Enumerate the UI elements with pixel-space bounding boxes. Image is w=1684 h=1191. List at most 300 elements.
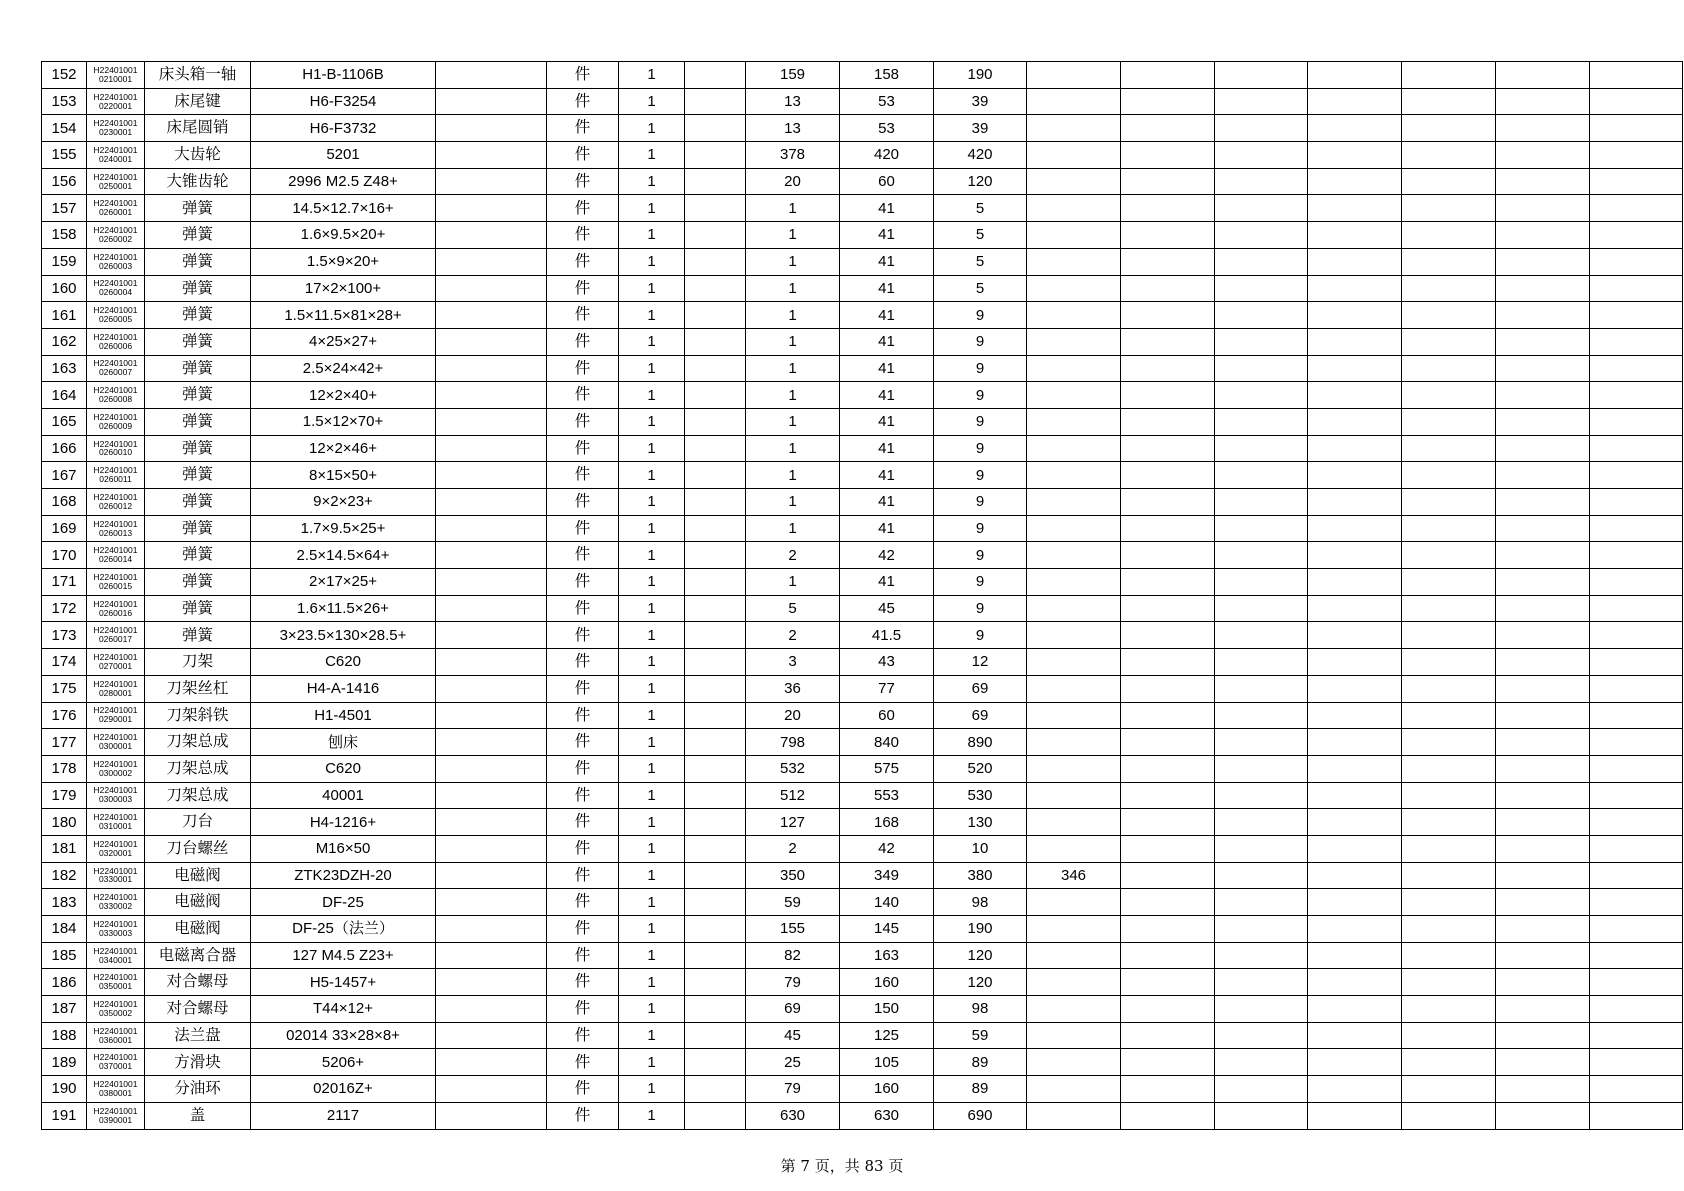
row-number-cell: 153 [42, 88, 87, 115]
item-spec-cell: 3×23.5×130×28.5+ [251, 622, 436, 649]
row-number-cell: 188 [42, 1022, 87, 1049]
empty-cell [436, 595, 547, 622]
table-row [42, 275, 1683, 302]
price-4-cell [1027, 302, 1121, 329]
empty-cell [1308, 942, 1402, 969]
item-name-cell: 刀架总成 [145, 782, 251, 809]
empty-cell [1121, 168, 1215, 195]
price-1-cell: 127 [746, 809, 840, 836]
price-3-cell: 5 [934, 248, 1027, 275]
item-code-cell [87, 1022, 145, 1049]
item-code-cell [87, 1049, 145, 1076]
table-row [42, 142, 1683, 169]
empty-cell [1402, 862, 1496, 889]
empty-cell [1590, 702, 1683, 729]
empty-cell [685, 595, 746, 622]
table-row [42, 515, 1683, 542]
item-name-cell: 床头箱一轴 [145, 62, 251, 89]
item-code-line: 0330003 [98, 927, 133, 938]
empty-cell [685, 275, 746, 302]
unit-cell: 件 [547, 515, 619, 542]
price-2-cell: 41 [840, 462, 934, 489]
empty-cell [1496, 889, 1590, 916]
empty-cell [1590, 755, 1683, 782]
item-name-cell: 弹簧 [145, 408, 251, 435]
row-number-cell: 176 [42, 702, 87, 729]
item-code-line: H22401001 [93, 918, 138, 929]
item-code-line: 0210001 [98, 73, 133, 84]
empty-cell [1215, 88, 1308, 115]
empty-cell [1402, 809, 1496, 836]
price-4-cell [1027, 569, 1121, 596]
row-number-cell: 166 [42, 435, 87, 462]
item-code-line: H22401001 [93, 598, 138, 609]
item-spec-cell: 5206+ [251, 1049, 436, 1076]
item-code-line: 0320001 [98, 847, 133, 858]
price-2-cell: 140 [840, 889, 934, 916]
price-2-cell: 41.5 [840, 622, 934, 649]
unit-cell: 件 [547, 1022, 619, 1049]
unit-cell: 件 [547, 222, 619, 249]
item-code-line: H22401001 [93, 385, 138, 396]
row-number-cell: 161 [42, 302, 87, 329]
empty-cell [1402, 729, 1496, 756]
price-1-cell: 1 [746, 355, 840, 382]
table-row [42, 942, 1683, 969]
empty-cell [1215, 782, 1308, 809]
item-code-line: 0310001 [98, 821, 133, 832]
empty-cell [1590, 595, 1683, 622]
item-name-cell: 弹簧 [145, 382, 251, 409]
empty-cell [436, 942, 547, 969]
empty-cell [1496, 142, 1590, 169]
price-3-cell: 69 [934, 702, 1027, 729]
quantity-cell: 1 [619, 435, 685, 462]
empty-cell [1121, 1102, 1215, 1129]
empty-cell [1590, 1049, 1683, 1076]
unit-cell: 件 [547, 782, 619, 809]
price-3-cell: 9 [934, 489, 1027, 516]
price-4-cell [1027, 622, 1121, 649]
price-4-cell [1027, 1102, 1121, 1129]
empty-cell [1121, 729, 1215, 756]
unit-cell: 件 [547, 542, 619, 569]
unit-cell: 件 [547, 702, 619, 729]
item-code-cell [87, 462, 145, 489]
price-1-cell: 1 [746, 222, 840, 249]
price-4-cell [1027, 222, 1121, 249]
row-number-cell: 177 [42, 729, 87, 756]
empty-cell [1308, 275, 1402, 302]
item-code-line: H22401001 [93, 625, 138, 636]
item-code-line: H22401001 [93, 358, 138, 369]
price-4-cell [1027, 969, 1121, 996]
empty-cell [1215, 969, 1308, 996]
row-number-cell: 185 [42, 942, 87, 969]
empty-cell [1215, 515, 1308, 542]
price-3-cell: 9 [934, 382, 1027, 409]
unit-cell: 件 [547, 1049, 619, 1076]
empty-cell [436, 115, 547, 142]
empty-cell [685, 675, 746, 702]
item-code-cell [87, 142, 145, 169]
price-3-cell: 120 [934, 942, 1027, 969]
price-4-cell [1027, 408, 1121, 435]
row-number-cell: 167 [42, 462, 87, 489]
price-2-cell: 60 [840, 702, 934, 729]
empty-cell [685, 248, 746, 275]
item-code-line: 0350001 [98, 981, 133, 992]
empty-cell [1121, 142, 1215, 169]
empty-cell [1402, 222, 1496, 249]
empty-cell [1121, 862, 1215, 889]
empty-cell [1308, 595, 1402, 622]
table-row [42, 62, 1683, 89]
empty-cell [1402, 889, 1496, 916]
item-code-cell [87, 542, 145, 569]
item-code-cell [87, 515, 145, 542]
empty-cell [1121, 782, 1215, 809]
empty-cell [1121, 942, 1215, 969]
item-spec-cell: H4-A-1416 [251, 675, 436, 702]
item-code-cell [87, 355, 145, 382]
price-3-cell: 89 [934, 1049, 1027, 1076]
empty-cell [1215, 168, 1308, 195]
price-1-cell: 2 [746, 835, 840, 862]
price-3-cell: 10 [934, 835, 1027, 862]
price-4-cell [1027, 542, 1121, 569]
empty-cell [1215, 809, 1308, 836]
table-row [42, 622, 1683, 649]
item-code-line: 0260007 [98, 367, 133, 378]
empty-cell [1496, 88, 1590, 115]
item-spec-cell: 02014 33×28×8+ [251, 1022, 436, 1049]
empty-cell [1496, 302, 1590, 329]
price-1-cell: 5 [746, 595, 840, 622]
item-code-line: 0250001 [98, 180, 133, 191]
empty-cell [1308, 649, 1402, 676]
table-row [42, 835, 1683, 862]
empty-cell [1215, 382, 1308, 409]
item-code-line: 0390001 [98, 1114, 133, 1125]
price-1-cell: 20 [746, 168, 840, 195]
empty-cell [1121, 996, 1215, 1023]
price-4-cell [1027, 755, 1121, 782]
empty-cell [1121, 542, 1215, 569]
empty-cell [1496, 462, 1590, 489]
empty-cell [1215, 142, 1308, 169]
quantity-cell: 1 [619, 649, 685, 676]
empty-cell [436, 408, 547, 435]
price-2-cell: 160 [840, 969, 934, 996]
price-4-cell [1027, 675, 1121, 702]
price-3-cell: 12 [934, 649, 1027, 676]
unit-cell: 件 [547, 355, 619, 382]
empty-cell [1121, 809, 1215, 836]
item-code-line: 0220001 [98, 100, 133, 111]
empty-cell [1496, 408, 1590, 435]
item-code-cell [87, 996, 145, 1023]
price-2-cell: 420 [840, 142, 934, 169]
item-spec-cell: 40001 [251, 782, 436, 809]
price-3-cell: 130 [934, 809, 1027, 836]
empty-cell [436, 222, 547, 249]
empty-cell [1402, 942, 1496, 969]
empty-cell [436, 1022, 547, 1049]
table-row [42, 462, 1683, 489]
empty-cell [1590, 675, 1683, 702]
item-name-cell: 刀架丝杠 [145, 675, 251, 702]
empty-cell [1590, 88, 1683, 115]
item-code-line: H22401001 [93, 225, 138, 236]
empty-cell [436, 275, 547, 302]
item-name-cell: 大锥齿轮 [145, 168, 251, 195]
empty-cell [685, 916, 746, 943]
table-row [42, 408, 1683, 435]
item-code-line: 0260004 [98, 287, 133, 298]
item-code-line: 0260017 [98, 634, 133, 645]
empty-cell [1590, 729, 1683, 756]
price-1-cell: 1 [746, 328, 840, 355]
item-name-cell: 刀架总成 [145, 729, 251, 756]
price-4-cell [1027, 702, 1121, 729]
quantity-cell: 1 [619, 355, 685, 382]
empty-cell [1121, 515, 1215, 542]
empty-cell [436, 462, 547, 489]
item-code-line: 0260001 [98, 207, 133, 218]
unit-cell: 件 [547, 569, 619, 596]
quantity-cell: 1 [619, 382, 685, 409]
item-code-cell [87, 889, 145, 916]
price-1-cell: 25 [746, 1049, 840, 1076]
item-code-line: 0300001 [98, 741, 133, 752]
price-3-cell: 39 [934, 88, 1027, 115]
empty-cell [1590, 889, 1683, 916]
price-4-cell [1027, 649, 1121, 676]
price-1-cell: 20 [746, 702, 840, 729]
empty-cell [1308, 622, 1402, 649]
empty-cell [1121, 649, 1215, 676]
item-name-cell: 弹簧 [145, 355, 251, 382]
table-row [42, 649, 1683, 676]
empty-cell [685, 942, 746, 969]
table-body [42, 62, 1683, 1130]
price-2-cell: 163 [840, 942, 934, 969]
item-code-line: 0240001 [98, 153, 133, 164]
item-code-line: H22401001 [93, 705, 138, 716]
empty-cell [1215, 248, 1308, 275]
item-code-line: H22401001 [93, 251, 138, 262]
empty-cell [1402, 115, 1496, 142]
item-spec-cell: 刨床 [251, 729, 436, 756]
price-3-cell: 9 [934, 542, 1027, 569]
empty-cell [1496, 248, 1590, 275]
unit-cell: 件 [547, 595, 619, 622]
empty-cell [1308, 996, 1402, 1023]
empty-cell [1121, 889, 1215, 916]
empty-cell [436, 248, 547, 275]
price-4-cell [1027, 515, 1121, 542]
price-3-cell: 5 [934, 222, 1027, 249]
item-spec-cell: H4-1216+ [251, 809, 436, 836]
item-code-cell [87, 622, 145, 649]
item-code-cell [87, 248, 145, 275]
item-code-line: 0260015 [98, 580, 133, 591]
item-spec-cell: 12×2×46+ [251, 435, 436, 462]
row-number-cell: 179 [42, 782, 87, 809]
row-number-cell: 170 [42, 542, 87, 569]
empty-cell [436, 195, 547, 222]
empty-cell [1308, 675, 1402, 702]
unit-cell: 件 [547, 408, 619, 435]
empty-cell [1496, 1076, 1590, 1103]
empty-cell [1402, 622, 1496, 649]
empty-cell [1496, 168, 1590, 195]
price-2-cell: 41 [840, 408, 934, 435]
empty-cell [1215, 302, 1308, 329]
empty-cell [1590, 275, 1683, 302]
item-code-line: H22401001 [93, 1105, 138, 1116]
empty-cell [1590, 435, 1683, 462]
item-spec-cell: 2117 [251, 1102, 436, 1129]
price-4-cell [1027, 835, 1121, 862]
item-code-line: H22401001 [93, 331, 138, 342]
empty-cell [1215, 942, 1308, 969]
price-2-cell: 41 [840, 275, 934, 302]
empty-cell [685, 142, 746, 169]
empty-cell [1215, 702, 1308, 729]
item-code-cell [87, 328, 145, 355]
empty-cell [1496, 328, 1590, 355]
empty-cell [1402, 1102, 1496, 1129]
price-2-cell: 41 [840, 515, 934, 542]
empty-cell [1215, 115, 1308, 142]
empty-cell [1308, 862, 1402, 889]
empty-cell [1590, 222, 1683, 249]
empty-cell [1121, 622, 1215, 649]
price-1-cell: 13 [746, 88, 840, 115]
price-1-cell: 1 [746, 462, 840, 489]
row-number-cell: 154 [42, 115, 87, 142]
empty-cell [685, 835, 746, 862]
empty-cell [1496, 916, 1590, 943]
empty-cell [1121, 328, 1215, 355]
empty-cell [685, 489, 746, 516]
empty-cell [685, 62, 746, 89]
empty-cell [436, 88, 547, 115]
unit-cell: 件 [547, 675, 619, 702]
item-name-cell: 盖 [145, 1102, 251, 1129]
empty-cell [1308, 195, 1402, 222]
empty-cell [1215, 889, 1308, 916]
unit-cell: 件 [547, 248, 619, 275]
empty-cell [436, 382, 547, 409]
item-code-line: H22401001 [93, 465, 138, 476]
empty-cell [1402, 248, 1496, 275]
item-name-cell: 弹簧 [145, 275, 251, 302]
quantity-cell: 1 [619, 1049, 685, 1076]
empty-cell [1590, 62, 1683, 89]
price-4-cell [1027, 462, 1121, 489]
item-code-cell [87, 408, 145, 435]
empty-cell [1496, 222, 1590, 249]
empty-cell [1590, 1102, 1683, 1129]
empty-cell [1402, 62, 1496, 89]
item-name-cell: 弹簧 [145, 489, 251, 516]
empty-cell [1308, 115, 1402, 142]
item-spec-cell: DF-25（法兰） [251, 916, 436, 943]
item-spec-cell: 4×25×27+ [251, 328, 436, 355]
empty-cell [1121, 702, 1215, 729]
price-1-cell: 3 [746, 649, 840, 676]
item-code-cell [87, 569, 145, 596]
price-2-cell: 41 [840, 302, 934, 329]
empty-cell [1402, 835, 1496, 862]
empty-cell [1402, 435, 1496, 462]
price-3-cell: 59 [934, 1022, 1027, 1049]
price-4-cell [1027, 782, 1121, 809]
empty-cell [1308, 408, 1402, 435]
empty-cell [685, 302, 746, 329]
empty-cell [1590, 408, 1683, 435]
item-code-line: H22401001 [93, 1025, 138, 1036]
empty-cell [1590, 302, 1683, 329]
empty-cell [1308, 1022, 1402, 1049]
quantity-cell: 1 [619, 408, 685, 435]
empty-cell [1496, 515, 1590, 542]
empty-cell [685, 1022, 746, 1049]
table-row [42, 1049, 1683, 1076]
empty-cell [1215, 355, 1308, 382]
item-code-cell [87, 88, 145, 115]
price-2-cell: 41 [840, 382, 934, 409]
empty-cell [1402, 355, 1496, 382]
item-spec-cell: M16×50 [251, 835, 436, 862]
empty-cell [1215, 916, 1308, 943]
price-2-cell: 553 [840, 782, 934, 809]
price-4-cell [1027, 435, 1121, 462]
empty-cell [1308, 1049, 1402, 1076]
item-spec-cell: 1.6×9.5×20+ [251, 222, 436, 249]
unit-cell: 件 [547, 1076, 619, 1103]
item-name-cell: 刀架总成 [145, 755, 251, 782]
price-4-cell [1027, 275, 1121, 302]
quantity-cell: 1 [619, 942, 685, 969]
item-name-cell: 刀架 [145, 649, 251, 676]
empty-cell [1308, 809, 1402, 836]
price-3-cell: 420 [934, 142, 1027, 169]
empty-cell [1308, 88, 1402, 115]
empty-cell [1308, 702, 1402, 729]
empty-cell [1496, 382, 1590, 409]
item-code-line: 0280001 [98, 687, 133, 698]
empty-cell [436, 328, 547, 355]
item-name-cell: 电磁阀 [145, 889, 251, 916]
empty-cell [1590, 542, 1683, 569]
empty-cell [1590, 142, 1683, 169]
empty-cell [1402, 675, 1496, 702]
row-number-cell: 190 [42, 1076, 87, 1103]
row-number-cell: 180 [42, 809, 87, 836]
price-1-cell: 2 [746, 542, 840, 569]
table-row [42, 969, 1683, 996]
item-code-cell [87, 809, 145, 836]
empty-cell [1402, 408, 1496, 435]
item-code-line: H22401001 [93, 144, 138, 155]
item-name-cell: 弹簧 [145, 622, 251, 649]
empty-cell [685, 1102, 746, 1129]
empty-cell [685, 462, 746, 489]
